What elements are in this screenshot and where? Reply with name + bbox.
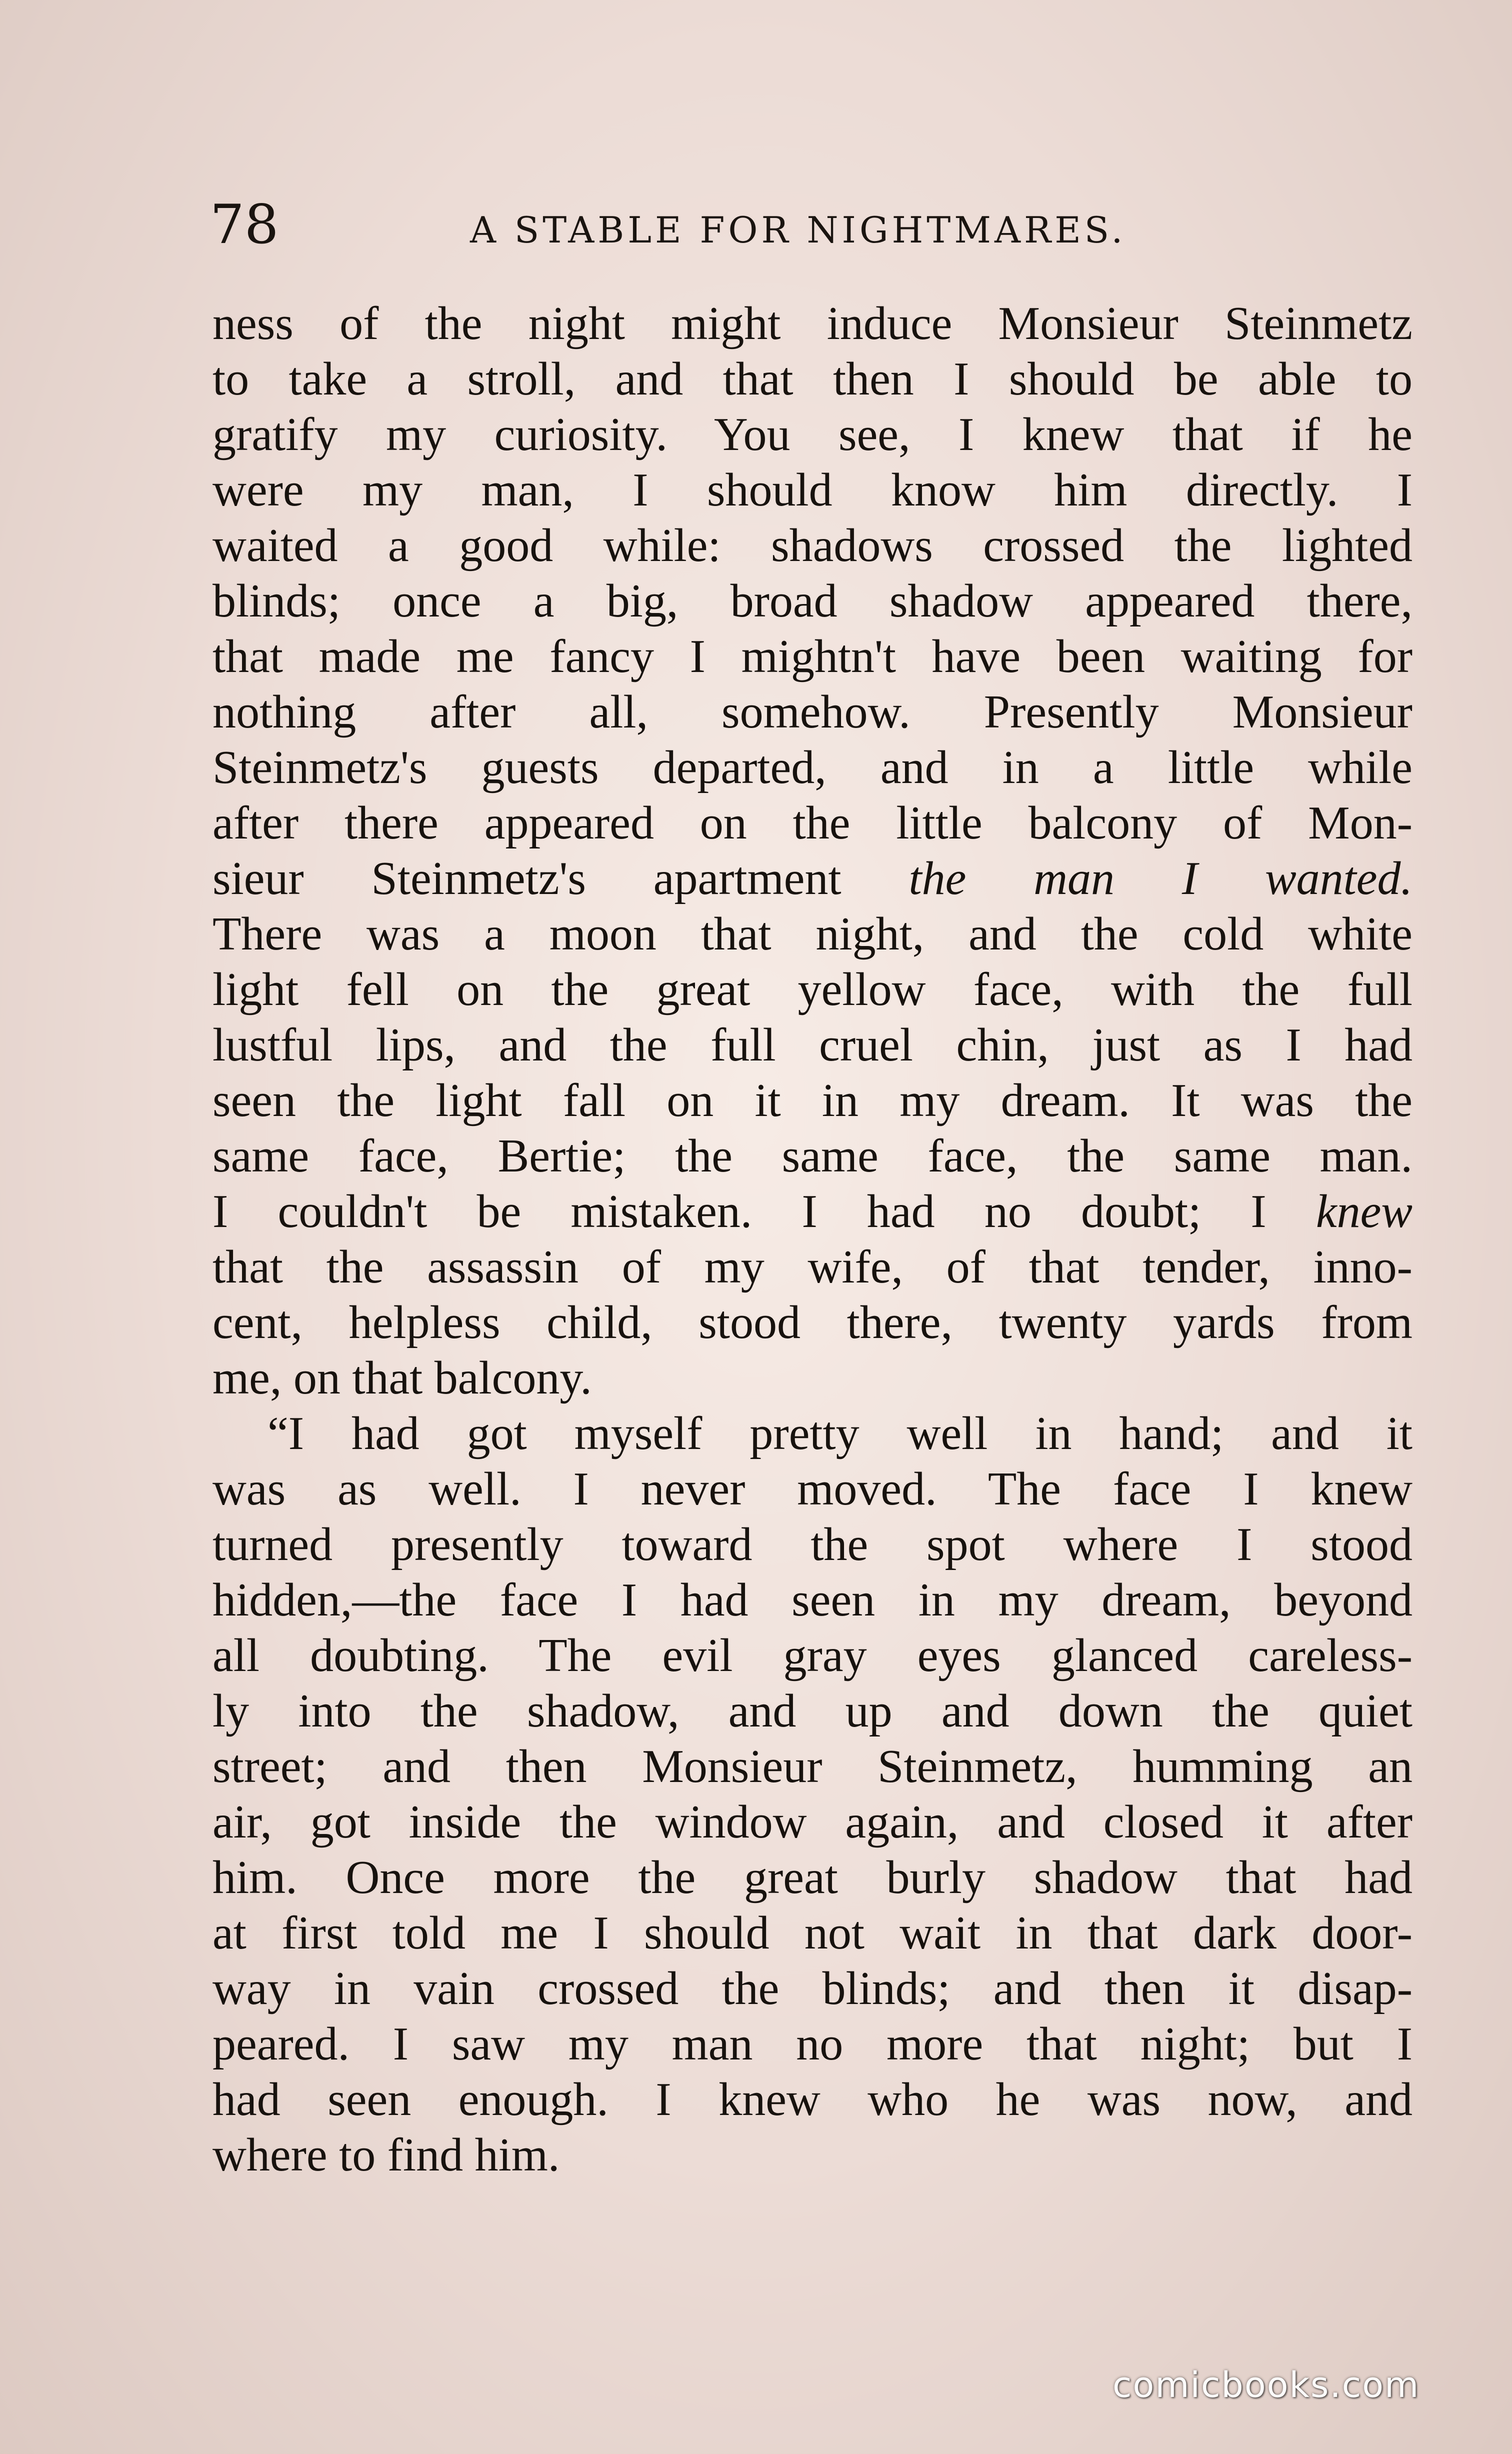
text-line	[212, 1184, 1412, 1240]
text-line: “I had got myself pretty well in hand; and it	[268, 1408, 1412, 1460]
text-line: hidden,—the face I had seen in my dream, beyond	[212, 1574, 1412, 1626]
text-line: me, on that balcony.	[212, 1352, 592, 1404]
text-line: cent, helpless child, stood there, twenty yards from	[212, 1296, 1412, 1348]
text-line: were my man, I should know him directly. I	[212, 464, 1412, 516]
text-line: all doubting. The evil gray eyes glanced careless-	[212, 1630, 1412, 1682]
text-line	[212, 851, 1412, 906]
text-line: way in vain crossed the blinds; and then it disap-	[212, 1962, 1412, 2014]
text-line: gratify my curiosity. You see, I knew that if he	[212, 408, 1412, 460]
text-line: that the assassin of my wife, of that tender, inno-	[212, 1241, 1412, 1293]
text-line: was as well. I never moved. The face I knew	[212, 1463, 1412, 1515]
text-line: lustful lips, and the full cruel chin, just as I had	[212, 1019, 1412, 1071]
italic-emphasis: knew	[1316, 1186, 1412, 1238]
text-line: peared. I saw my man no more that night; but I	[212, 2018, 1412, 2070]
text-line: ness of the night might induce Monsieur Steinmetz	[212, 298, 1412, 350]
text-segment: sieur Steinmetz's apartment	[212, 852, 842, 904]
text-line: air, got inside the window again, and closed it after	[212, 1796, 1412, 1848]
text-line: waited a good while: shadows crossed the lighted	[212, 520, 1412, 572]
text-line: turned presently toward the spot where I stood	[212, 1518, 1412, 1570]
text-line: ly into the shadow, and up and down the quiet	[212, 1685, 1412, 1737]
text-line: where to find him.	[212, 2129, 560, 2181]
text-line: light fell on the great yellow face, with the full	[212, 964, 1412, 1016]
text-line: him. Once more the great burly shadow that had	[212, 1852, 1412, 1904]
text-line: Steinmetz's guests departed, and in a little while	[212, 742, 1412, 794]
text-line: that made me fancy I mightn't have been waiting for	[212, 630, 1412, 682]
text-segment: I couldn't be mistaken. I had no doubt; I	[212, 1186, 1266, 1238]
text-line: after there appeared on the little balcony of Mon-	[212, 797, 1412, 849]
running-title: A STABLE FOR NIGHTMARES.	[470, 209, 1126, 251]
text-line: street; and then Monsieur Steinmetz, humming an	[212, 1740, 1412, 1792]
text-line: to take a stroll, and that then I should be able to	[212, 353, 1412, 405]
text-line: There was a moon that night, and the cold white	[212, 908, 1412, 960]
body-text	[212, 296, 1412, 2183]
text-line: same face, Bertie; the same face, the same man.	[212, 1130, 1412, 1182]
text-line: blinds; once a big, broad shadow appeared there,	[212, 575, 1412, 627]
italic-emphasis: the man I wanted.	[908, 852, 1412, 904]
text-line: seen the light fall on it in my dream. It was the	[212, 1074, 1412, 1126]
text-line: nothing after all, somehow. Presently Monsieur	[212, 686, 1412, 738]
watermark: comicbooks.com	[1112, 2364, 1420, 2406]
page-number: 78	[210, 194, 279, 256]
text-line: at first told me I should not wait in that dark door-	[212, 1907, 1412, 1959]
text-line: had seen enough. I knew who he was now, and	[212, 2074, 1412, 2126]
running-head	[210, 185, 1410, 265]
